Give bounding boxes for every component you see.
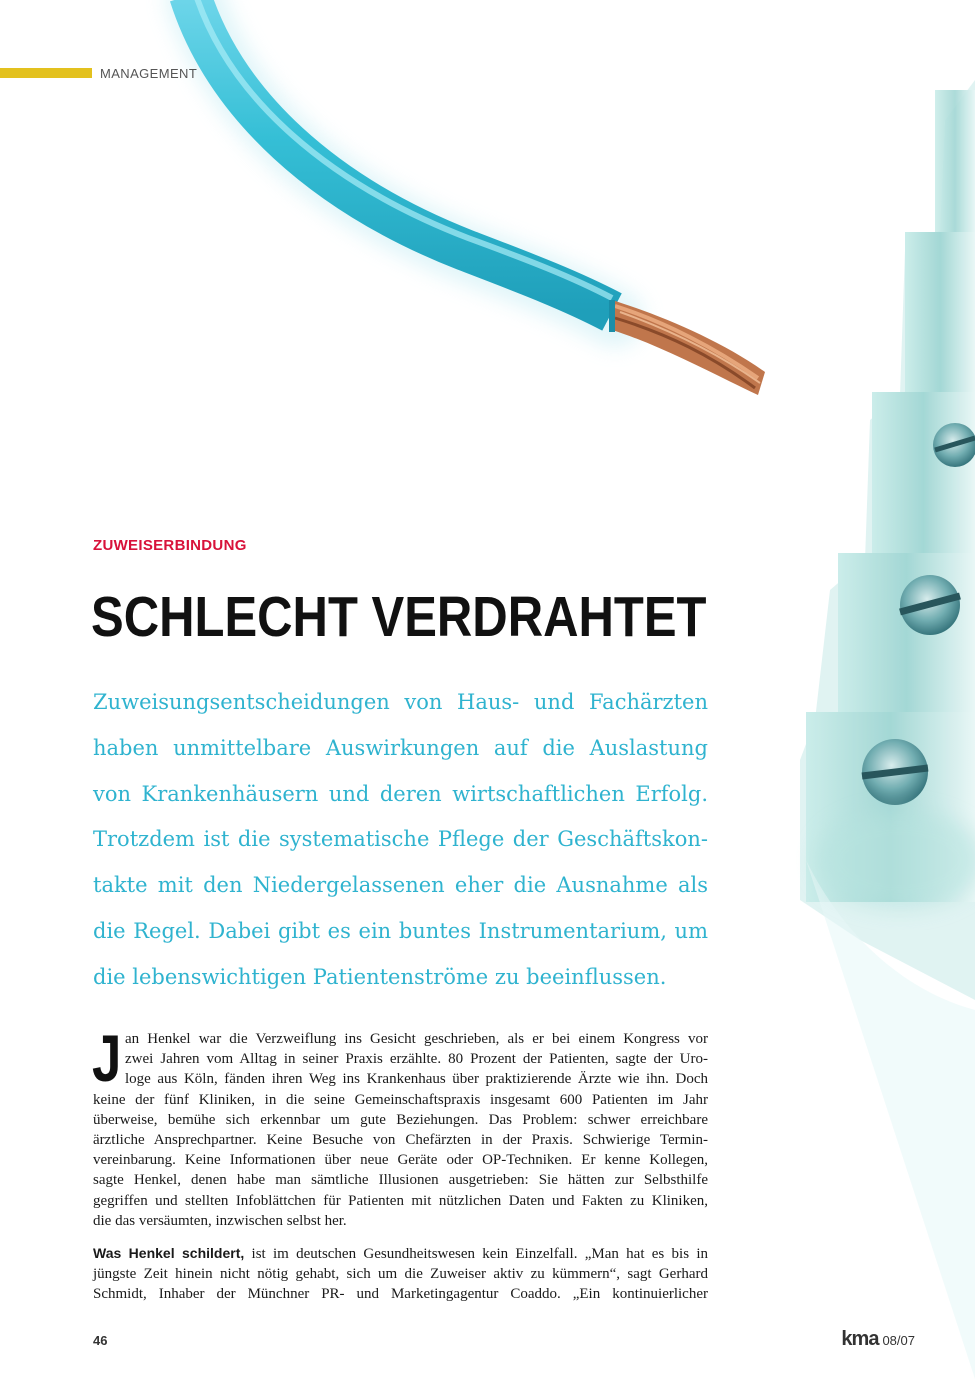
- article-kicker: ZUWEISERBINDUNG: [93, 537, 247, 554]
- lead-line: die lebenswichtigen Patientenströme zu beeinflussen.: [93, 964, 667, 989]
- copper-wire-end: [612, 300, 765, 395]
- run-in-heading: Was Henkel schildert,: [93, 1245, 245, 1261]
- section-color-bar: [0, 68, 92, 78]
- lead-line: Trotzdem ist die systematische Pflege der Geschäftskon-: [93, 827, 708, 852]
- article-lead: [93, 680, 708, 1001]
- text-line: Schmidt, Inhaber der Münchner PR- und Marketingagentur Coaddo. „Ein kontinuierlicher: [93, 1286, 708, 1303]
- drop-cap: J: [92, 1021, 122, 1095]
- text-line: [93, 1243, 708, 1264]
- text-line: gegriffen und stellten Infoblättchen für Patienten mit nützlichen Daten und Fakten zu Kliniken,: [93, 1192, 708, 1209]
- lead-line: die Regel. Dabei gibt es ein buntes Instrumentarium, um: [93, 918, 708, 943]
- article-title: SCHLECHT VERDRAHTET: [91, 585, 707, 649]
- lead-line: Zuweisungsentscheidungen von Haus- und Fachärzten: [93, 690, 708, 714]
- issue-number: 08/07: [882, 1333, 915, 1348]
- body-paragraph-1: [92, 1021, 708, 1231]
- text-line: sagte Henkel, denen habe man sämtliche Illusionen ausgetrieben: Sie hätten zur Selbsthilfe: [93, 1172, 708, 1189]
- lead-line: takte mit den Niedergelassenen eher die Ausnahme als: [93, 873, 708, 898]
- text-line: vereinbarung. Keine Informationen über neue Geräte oder OP-Techniken. Er kenne Kollegen,: [93, 1152, 708, 1169]
- text-line: loge aus Köln, fänden ihren Weg ins Krankenhaus über praktizierende Ärzte wie ihn. Doch: [125, 1071, 708, 1088]
- text-line: die das versäumten, inzwischen selbst her.: [93, 1212, 347, 1229]
- lead-line: von Krankenhäusern und deren wirtschaftlichen Erfolg.: [93, 781, 708, 806]
- lead-line: haben unmittelbare Auswirkungen auf die Auslastung: [93, 735, 708, 760]
- text-line: ärztliche Ansprechpartner. Keine Besuche von Chefärzten in der Praxis. Schwierige Termin-: [93, 1132, 708, 1149]
- text-line: überweise, bemühe sich erkennbar um gute Beziehungen. Das Problem: schwer erreichbare: [93, 1111, 708, 1128]
- screw-icon: [900, 575, 960, 635]
- terminal-block: [800, 80, 975, 1379]
- page-number: 46: [93, 1333, 108, 1348]
- screw-icon: [933, 423, 975, 467]
- cable: [190, 0, 612, 312]
- text-line: keine der fünf Kliniken, in die seine Gemeinschaftspraxis insgesamt 600 Patienten im Jahr: [93, 1091, 708, 1108]
- footer-brand: [841, 1328, 915, 1351]
- magazine-logo: kma: [841, 1328, 879, 1350]
- body-paragraph-2: [93, 1243, 708, 1305]
- section-label: MANAGEMENT: [100, 66, 198, 81]
- text-line: jüngste Zeit hinein nicht nötig gehabt, sich um die Zuweiser aktiv zu kümmern“, sagt Gerhard: [93, 1266, 708, 1283]
- screw-icon: [862, 739, 928, 805]
- text-line: zwei Jahren vom Alltag in seiner Praxis erzählte. 80 Prozent der Patienten, sagte der Uro-: [125, 1051, 708, 1068]
- text-fragment: ist im deutschen Gesundheitswesen kein Einzelfall. „Man hat es bis in: [244, 1246, 708, 1262]
- text-line: an Henkel war die Verzweiflung ins Gesicht geschrieben, als er bei einem Kongress vor: [125, 1031, 708, 1047]
